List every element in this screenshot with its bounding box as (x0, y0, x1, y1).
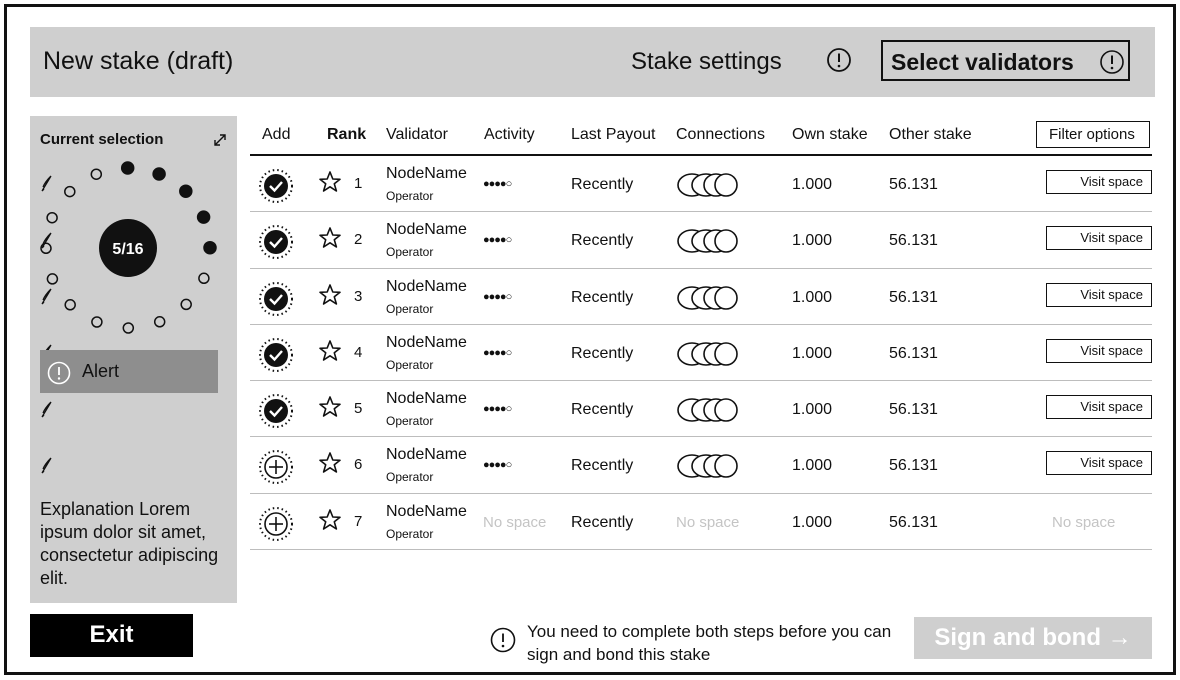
validator-operator: Operator (386, 245, 434, 260)
table-row[interactable] (250, 156, 1152, 212)
empty-slot-dot (123, 323, 133, 333)
empty-slot-dot (47, 213, 57, 223)
other-stake: 56.131 (889, 401, 938, 419)
activity-dots: ●●●●○ (483, 459, 512, 472)
selected-slot-dot (122, 162, 134, 174)
quill-icon (40, 230, 54, 250)
quill-icon (40, 286, 54, 306)
activity-dots: ●●●●○ (483, 178, 512, 190)
rank-number: 3 (354, 287, 363, 305)
table-header (250, 116, 1152, 156)
star-icon[interactable] (318, 508, 342, 537)
connections-icon (676, 453, 740, 484)
last-payout: Recently (571, 457, 634, 475)
visit-space-button[interactable]: Visit space (1046, 226, 1152, 250)
table-row[interactable] (250, 325, 1152, 381)
star-icon[interactable] (318, 451, 342, 480)
empty-slot-dot (65, 300, 75, 310)
col-connections[interactable]: Connections (676, 126, 765, 143)
connections-icon (676, 172, 740, 203)
exit-button[interactable]: Exit (30, 614, 193, 657)
info-icon (826, 47, 852, 73)
table-row[interactable] (250, 212, 1152, 268)
connections-icon (676, 285, 740, 316)
col-own-stake[interactable]: Own stake (792, 126, 868, 143)
info-icon (490, 627, 516, 653)
last-payout: Recently (571, 513, 634, 531)
quill-icon (40, 455, 54, 475)
validator-operator: Operator (386, 526, 434, 541)
selected-slot-dot (198, 211, 210, 223)
selected-check-icon[interactable] (258, 393, 294, 434)
empty-slot-dot (155, 317, 165, 327)
sign-and-bond-button[interactable]: Sign and bond → (914, 617, 1152, 659)
validator-operator: Operator (386, 189, 434, 203)
selected-check-icon[interactable] (258, 337, 294, 378)
add-plus-icon[interactable] (258, 506, 294, 547)
rank-number: 5 (354, 400, 363, 418)
selected-check-icon[interactable] (258, 281, 294, 322)
validator-name: NodeName (386, 165, 467, 182)
connections-no-space: No space (676, 513, 740, 531)
validator-name: NodeName (386, 333, 467, 351)
own-stake: 1.000 (792, 176, 833, 193)
last-payout: Recently (571, 232, 634, 250)
visit-no-space: No space (1052, 513, 1116, 531)
col-other-stake[interactable]: Other stake (889, 126, 972, 143)
empty-slot-dot (92, 317, 102, 327)
activity-no-space: No space (483, 513, 547, 531)
other-stake: 56.131 (889, 513, 938, 531)
selection-ring (30, 116, 237, 346)
other-stake: 56.131 (889, 288, 938, 306)
own-stake: 1.000 (792, 232, 833, 250)
validator-name: NodeName (386, 502, 467, 520)
empty-slot-dot (47, 274, 57, 284)
table-row[interactable] (250, 381, 1152, 437)
other-stake: 56.131 (889, 344, 938, 362)
star-icon[interactable] (318, 226, 342, 255)
add-plus-icon[interactable] (258, 449, 294, 490)
col-rank[interactable]: Rank (327, 126, 367, 143)
other-stake: 56.131 (889, 232, 938, 250)
connections-icon (676, 397, 740, 428)
selected-check-icon[interactable] (258, 224, 294, 265)
selection-count: 5/16 (112, 241, 144, 258)
activity-dots: ●●●●○ (483, 290, 512, 303)
visit-space-button[interactable]: Visit space (1046, 170, 1152, 194)
last-payout: Recently (571, 176, 634, 193)
info-icon (1099, 49, 1125, 75)
selected-slot-dot (204, 242, 216, 254)
selected-slot-dot (180, 185, 192, 197)
info-icon (47, 361, 71, 385)
rank-number: 6 (354, 456, 363, 474)
header (30, 27, 1155, 97)
explanation-text: Explanation Lorem ipsum dolor sit amet, consectetur adipiscing elit. (40, 499, 219, 588)
table-row[interactable] (250, 494, 1152, 550)
current-selection-panel (30, 116, 237, 603)
last-payout: Recently (571, 401, 634, 419)
validator-name: NodeName (386, 277, 467, 295)
own-stake: 1.000 (792, 344, 833, 362)
col-add: Add (262, 126, 291, 143)
activity-dots: ●●●●○ (483, 234, 512, 247)
visit-space-button[interactable]: Visit space (1046, 339, 1152, 363)
table-row[interactable] (250, 269, 1152, 325)
validator-operator: Operator (386, 414, 434, 429)
completion-notice: You need to complete both steps before you can sign and bond this stake (527, 622, 892, 664)
rank-number: 1 (354, 175, 363, 192)
validator-name: NodeName (386, 390, 467, 408)
selected-slot-dot (153, 168, 165, 180)
empty-slot-dot (65, 187, 75, 197)
validator-name: NodeName (386, 446, 467, 464)
table-row[interactable] (250, 437, 1152, 493)
star-icon[interactable] (318, 170, 342, 199)
quill-icon (40, 399, 54, 419)
col-activity[interactable]: Activity (484, 126, 535, 143)
table-body (250, 156, 1152, 550)
other-stake: 56.131 (889, 457, 938, 475)
empty-slot-dot (91, 169, 101, 179)
rank-number: 4 (354, 343, 363, 361)
quill-icon (40, 173, 54, 193)
empty-slot-dot (181, 299, 191, 309)
current-selection-title: Current selection (40, 131, 164, 148)
own-stake: 1.000 (792, 457, 833, 475)
connections-icon (676, 341, 740, 372)
other-stake: 56.131 (889, 176, 938, 193)
last-payout: Recently (571, 344, 634, 362)
stake-settings-step[interactable]: Stake settings (631, 48, 782, 75)
select-validators-step[interactable] (881, 40, 1130, 81)
alert-banner[interactable] (40, 350, 218, 393)
filter-options-button[interactable]: Filter options (1036, 121, 1150, 148)
connections-icon (676, 228, 740, 259)
star-icon[interactable] (318, 283, 342, 312)
col-validator[interactable]: Validator (386, 126, 448, 143)
activity-dots: ●●●●○ (483, 346, 512, 359)
visit-space-button[interactable]: Visit space (1046, 395, 1152, 419)
validators-table (250, 116, 1152, 550)
selected-check-icon[interactable] (258, 168, 294, 209)
visit-space-button[interactable]: Visit space (1046, 451, 1152, 475)
last-payout: Recently (571, 288, 634, 306)
activity-dots: ●●●●○ (483, 403, 512, 416)
alert-text: Alert (82, 361, 120, 381)
star-icon[interactable] (318, 395, 342, 424)
validator-operator: Operator (386, 357, 434, 372)
own-stake: 1.000 (792, 401, 833, 419)
validator-operator: Operator (386, 301, 434, 316)
own-stake: 1.000 (792, 288, 833, 306)
page-title: New stake (draft) (43, 47, 234, 75)
validator-name: NodeName (386, 221, 467, 239)
visit-space-button[interactable]: Visit space (1046, 283, 1152, 307)
rank-number: 7 (354, 512, 363, 530)
col-last-payout[interactable]: Last Payout (571, 126, 656, 143)
star-icon[interactable] (318, 339, 342, 368)
select-validators-label: Select validators (891, 49, 1074, 75)
validator-operator: Operator (386, 470, 434, 485)
empty-slot-dot (199, 273, 209, 283)
own-stake: 1.000 (792, 513, 833, 531)
rank-number: 2 (354, 231, 363, 249)
